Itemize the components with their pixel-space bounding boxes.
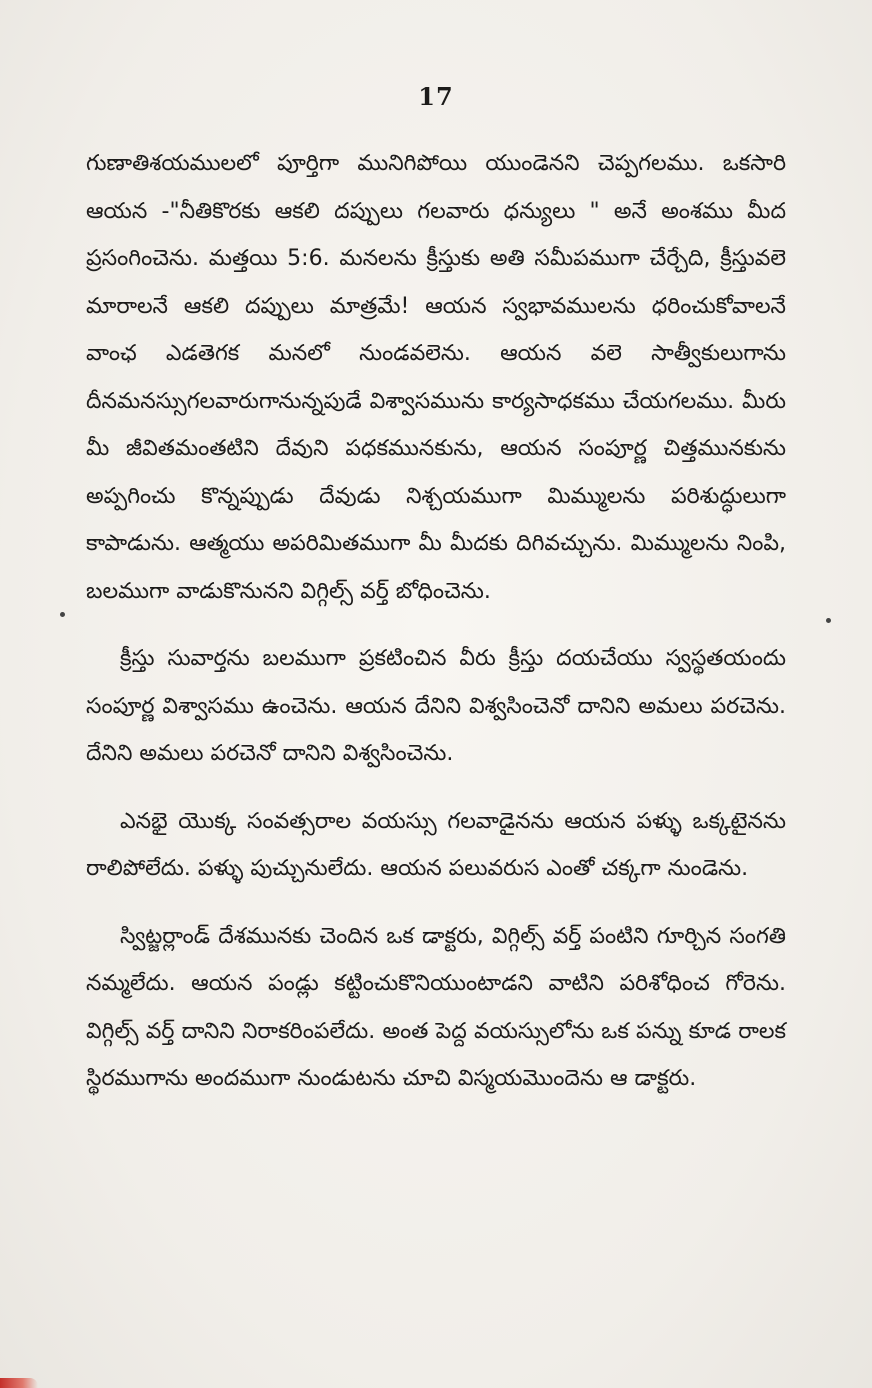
print-speck bbox=[60, 612, 65, 617]
page-number: 17 bbox=[418, 82, 454, 111]
page-edge-mark bbox=[0, 1378, 38, 1388]
paragraph-2: క్రీస్తు సువార్తను బలముగా ప్రకటించిన వీరు క్రీస్తు దయచేయు స్వస్థతయందు సంపూర్ణ విశ్వాసము ఉంచెను. ఆయన దేనిని విశ్వసించెనో దానిని అమలు పరచెను. దేనిని అమలు పరచెనో దానిని విశ్వసించెను. bbox=[86, 646, 786, 766]
paragraph-3: ఎనభై యొక్క సంవత్సరాల వయస్సు గలవాడైనను ఆయన పళ్ళు ఒక్కటైనను రాలిపోలేదు. పళ్ళు పుచ్చునులేదు. ఆయన పలువరుస ఎంతో చక్కగా నుండెను. bbox=[86, 808, 786, 881]
paragraph-1: గుణాతిశయములలో పూర్తిగా మునిగిపోయి యుండెనని చెప్పగలము. ఒకసారి ఆయన -"నీతికొరకు ఆకలి దప్పులు గలవారు ధన్యులు " అనే అంశము మీద ప్రసంగించెను. మత్తయి 5:6. మనలను క్రీస్తుకు అతి సమీపముగా చేర్చేది, క్రీస్తువలె మారాలనే ఆకలి దప్పులు మాత్రమే! ఆయన స్వభావములను ధరించుకోవాలనే వాంఛ ఎడతెగక మనలో నుండవలెను. ఆయన వలె సాత్వీకులుగాను దీనమనస్సుగలవారుగానున్నపుడే విశ్వాసమును కార్యసాధకము చేయగలము. మీరు మీ జీవితమంతటిని దేవుని పధకమునకును, ఆయన సంపూర్ణ చిత్తమునకును అప్పగించు కొన్నప్పుడు దేవుడు నిశ్చయముగా మిమ్ములను పరిశుద్ధులుగా కాపాడును. ఆత్మయు అపరిమితముగా మీ మీదకు దిగివచ్చును. మిమ్ములను నింపి, బలముగా వాడుకొనునని విగ్గిల్స్ వర్త్ బోధించెను. bbox=[86, 151, 786, 604]
paragraph-4: స్విట్జర్లాండ్ దేశమునకు చెందిన ఒక డాక్టరు, విగ్గిల్స్ వర్త్ పంటిని గూర్చిన సంగతి నమ్మలేదు. ఆయన పండ్లు కట్టించుకొనియుంటాడని వాటిని పరిశోధించ గోరెను. విగ్గిల్స్ వర్త్ దానిని నిరాకరింపలేదు. అంత పెద్ద వయస్సులోను ఒక పన్ను కూడ రాలక స్థిరముగాను అందముగా నుండుటను చూచి విస్మయమొందెను ఆ డాక్టరు. bbox=[86, 923, 786, 1091]
body-text bbox=[86, 140, 786, 1103]
print-speck bbox=[826, 618, 831, 623]
